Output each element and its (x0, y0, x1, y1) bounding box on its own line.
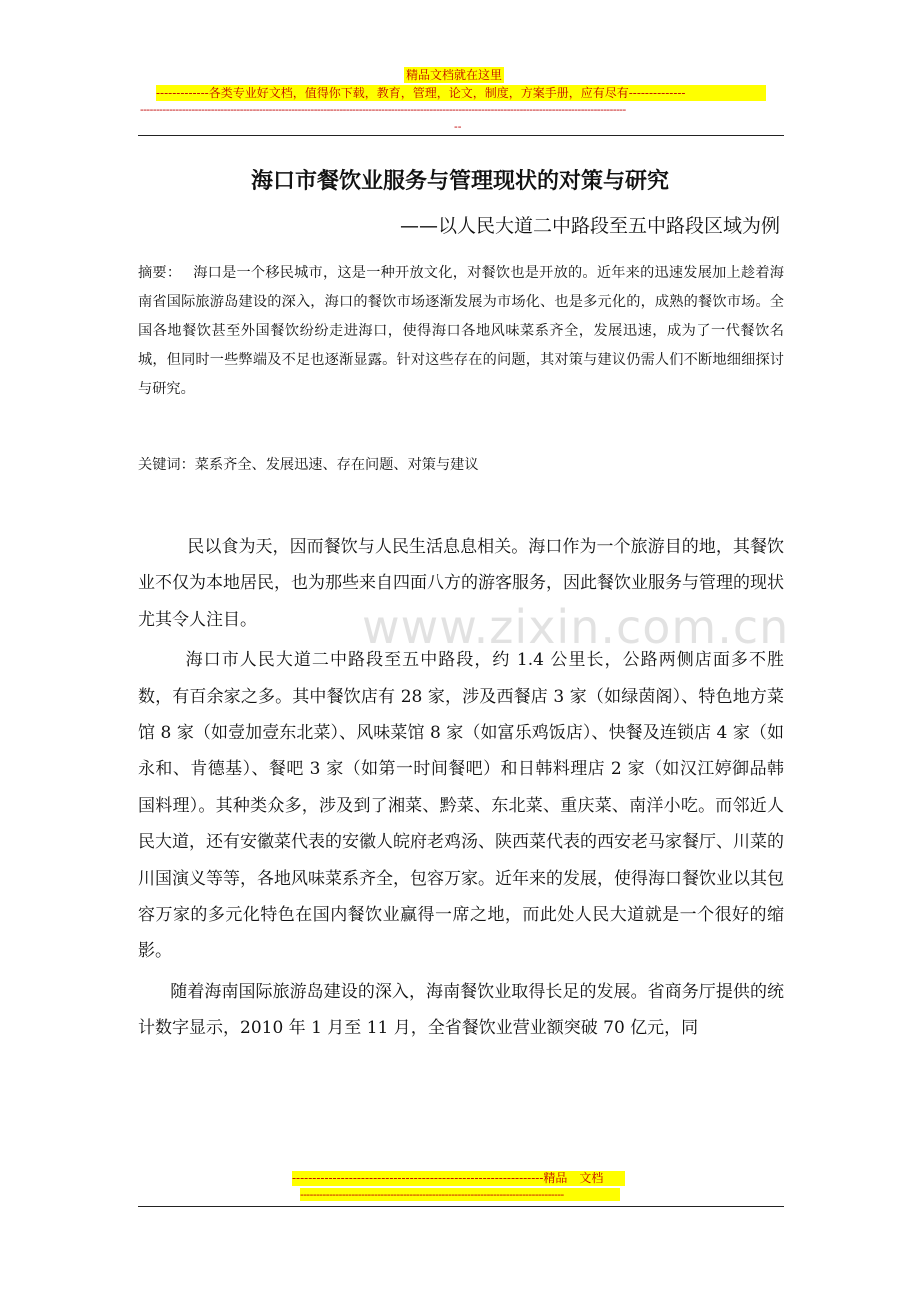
header-banner-tagline: -------------各类专业好文档，值得你下载，教育，管理，论文，制度，方案手册，应有尽有-------------- (156, 85, 766, 101)
watermark: www.zixin.com.cn (362, 600, 790, 654)
paragraph-2: 海口市人民大道二中路段至五中路段，约 1.4 公里长，公路两侧店面多不胜数，有百余家之多。其中餐饮店有 28 家，涉及西餐店 3 家（如绿茵阁）、特色地方菜馆 8 家（如壹加壹东北菜）、风味菜馆 8 家（如富乐鸡饭店）、快餐及连锁店 4 家（如永和、肯德基）、餐吧 3 家（如第一时间餐吧）和日韩料理店 2 家（如汉江婷御品韩国料理）。其种类众多，涉及到了湘菜、黔菜、东北菜、重庆菜、南洋小吃。而邻近人民大道，还有安徽菜代表的安徽人皖府老鸡汤、陕西菜代表的西安老马家餐厅、川菜的川国演义等等，各地风味菜系齐全，包容万家。近年来的发展，使得海口餐饮业以其包容万家的多元化特色在国内餐饮业赢得一席之地，而此处人民大道就是一个很好的缩影。 (138, 650, 784, 962)
document-subtitle: ——以人民大道二中路段至五中路段区域为例 (399, 215, 780, 237)
document-title: 海口市餐饮业服务与管理现状的对策与研究 (250, 169, 669, 194)
header-dash-line: ------------------------------------------------------------------------------------------------------------------------------------------------------- (140, 104, 626, 116)
paragraph-1: 民以食为天，因而餐饮与人民生活息息相关。海口作为一个旅游目的地，其餐饮业不仅为本地居民，也为那些来自四面八方的游客服务，因此餐饮业服务与管理的现状尤其令人注目。 (138, 537, 784, 630)
abstract-label: 摘要： (138, 265, 182, 281)
abstract-text: 海口是一个移民城市，这是一种开放文化，对餐饮也是开放的。近年来的迅速发展加上趁着海南省国际旅游岛建设的深入，海口的餐饮市场逐渐发展为市场化、也是多元化的，成熟的餐饮市场。全国各地餐饮甚至外国餐饮纷纷走进海口，使得海口各地风味菜系齐全，发展迅速，成为了一代餐饮名城，但同时一些弊端及不足也逐渐显露。针对这些存在的问题，其对策与建议仍需人们不断地细细探讨与研究。 (138, 265, 784, 397)
keywords: 关键词：菜系齐全、发展迅速、存在问题、对策与建议 (138, 457, 479, 473)
body-text (138, 529, 784, 1051)
header-banner-title: 精品文档就在这里 (406, 68, 503, 82)
footer-dash-line: ---------------------------------------------------------------------------------- (300, 1188, 620, 1201)
header-dash-tail: -- (454, 120, 462, 133)
header-divider (138, 135, 784, 136)
footer-divider (138, 1206, 784, 1207)
paragraph-3: 随着海南国际旅游岛建设的深入，海南餐饮业取得长足的发展。省商务厅提供的统计数字显示，2010 年 1 月至 11 月，全省餐饮业营业额突破 70 亿元，同 (138, 981, 784, 1039)
abstract (138, 259, 784, 404)
footer-banner: --------------------------------------------------------------精品 文档 (292, 1171, 625, 1186)
